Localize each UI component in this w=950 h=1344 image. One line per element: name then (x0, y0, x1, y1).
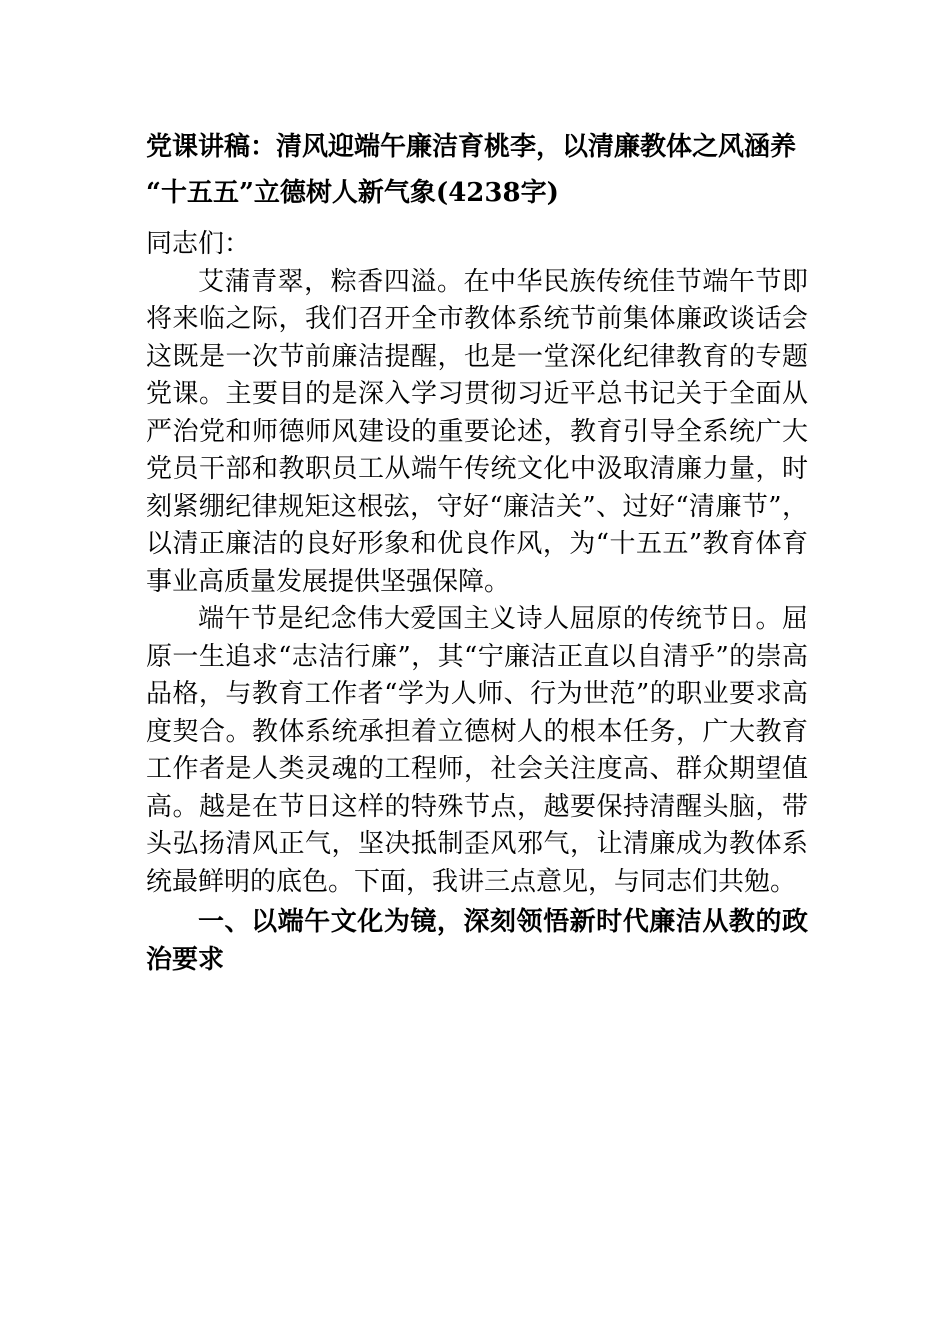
paragraph-intro: 艾蒲青翠，粽香四溢。在中华民族传统佳节端午节即将来临之际，我们召开全市教体系统节前集体廉政谈话会这既是一次节前廉洁提醒，也是一堂深化纪律教育的专题党课。主要目的是深入学习贯彻习近平总书记关于全面从严治党和师德师风建设的重要论述，教育引导全系统广大党员干部和教职员工从端午传统文化中汲取清廉力量，时刻紧绷纪律规矩这根弦，守好“廉洁关”、过好“清廉节”，以清正廉洁的良好形象和优良作风，为“十五五”教育体育事业高质量发展提供坚强保障。 (146, 266, 808, 597)
title-line-1: 党课讲稿：清风迎端午廉洁育桃李，以清廉教体之风涵养 (146, 132, 797, 162)
paragraph-dragon-boat: 端午节是纪念伟大爱国主义诗人屈原的传统节日。屈原一生追求“志洁行廉”，其“宁廉洁正直以自清乎”的崇高品格，与教育工作者“学为人师、行为世范”的职业要求高度契合。教体系统承担着立德树人的根本任务，广大教育工作者是人类灵魂的工程师，社会关注度高、群众期望值高。越是在节日这样的特殊节点，越要保持清醒头脑，带头弘扬清风正气，坚决抵制歪风邪气，让清廉成为教体系统最鲜明的底色。下面，我讲三点意见，与同志们共勉。 (146, 604, 808, 897)
salutation: 同志们： (146, 229, 251, 259)
title-line-2: “十五五”立德树人新气象(4238字) (146, 178, 559, 208)
document-title (146, 124, 816, 216)
document-body (146, 226, 808, 979)
section-heading-1: 一、以端午文化为镜，深刻领悟新时代廉洁从教的政治要求 (146, 907, 808, 975)
